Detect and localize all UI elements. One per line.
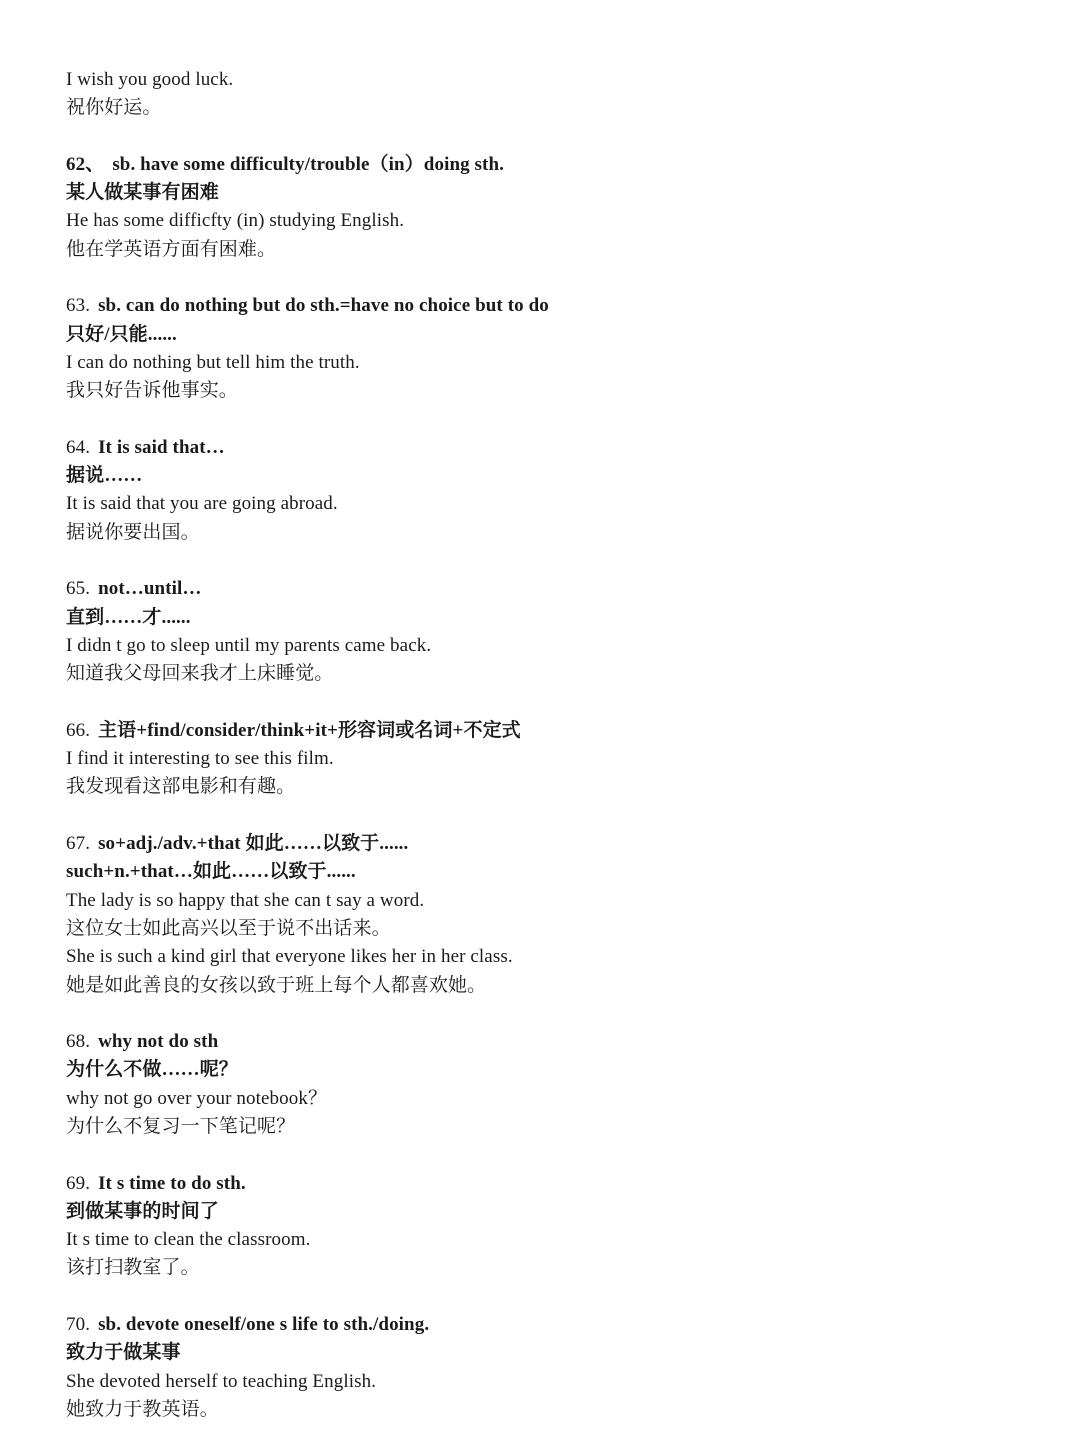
entry-phrase: so+adj./adv.+that 如此……以致于......	[98, 833, 409, 855]
entry-number: 62、	[66, 153, 105, 175]
phrase-entry	[66, 434, 1026, 547]
entry-heading	[66, 1170, 1026, 1198]
entry-number: 63.	[66, 295, 91, 317]
entry-heading	[66, 434, 1026, 462]
entry-phrase: 主语+find/consider/think+it+形容词或名词+不定式	[98, 719, 521, 741]
entry-meaning: 致力于做某事	[66, 1342, 181, 1364]
phrase-entry	[66, 1311, 1026, 1424]
entry-heading	[66, 1311, 1026, 1339]
entry-phrase: sb. devote oneself/one s life to sth./doing.	[98, 1314, 430, 1336]
example-translation: 为什么不复习一下笔记呢？	[66, 1115, 296, 1137]
example-translation: 祝你好运。	[66, 97, 162, 119]
phrase-entry	[66, 717, 1026, 802]
entry-phrase: sb. have some difficulty/trouble（in）doing sth.	[112, 153, 505, 175]
phrase-entry	[66, 1028, 1026, 1141]
example-translation: 该打扫教室了。	[66, 1257, 200, 1279]
entry-heading	[66, 717, 1026, 745]
entry-heading	[66, 575, 1026, 603]
example-sentence: He has some difficfty (in) studying English.	[66, 210, 405, 232]
example-sentence: She devoted herself to teaching English.	[66, 1370, 377, 1392]
phrase-entry	[66, 575, 1026, 688]
example-translation: 知道我父母回来我才上床睡觉。	[66, 663, 334, 685]
entry-number: 66.	[66, 719, 91, 741]
entry-meaning: such+n.+that…如此……以致于......	[66, 861, 356, 883]
entry-meaning: 直到……才......	[66, 606, 191, 628]
example-sentence: I find it interesting to see this film.	[66, 748, 334, 770]
example-sentence: She is such a kind girl that everyone likes her in her class.	[66, 946, 513, 968]
example-sentence: It is said that you are going abroad.	[66, 493, 338, 515]
entry-spacer	[66, 123, 1026, 151]
entry-phrase: It s time to do sth.	[98, 1172, 246, 1194]
entry-phrase: not…until…	[98, 578, 202, 600]
example-translation: 她致力于教英语。	[66, 1398, 219, 1420]
entry-phrase: sb. can do nothing but do sth.=have no choice but to do	[98, 295, 549, 317]
entry-spacer	[66, 802, 1026, 830]
example-sentence: I wish you good luck.	[66, 69, 234, 90]
example-translation: 他在学英语方面有困难。	[66, 238, 277, 260]
example-sentence: The lady is so happy that she can t say a word.	[66, 889, 425, 911]
entry-heading	[66, 1028, 1026, 1056]
entry-spacer	[66, 1141, 1026, 1169]
entry-number: 68.	[66, 1031, 91, 1053]
example-translation: 我发现看这部电影和有趣。	[66, 776, 296, 798]
entry-meaning: 某人做某事有困难	[66, 182, 219, 204]
entry-spacer	[66, 547, 1026, 575]
entry-meaning: 到做某事的时间了	[66, 1200, 219, 1222]
entry-spacer	[66, 264, 1026, 292]
entry-meaning: 只好/只能......	[66, 323, 177, 345]
phrase-entry	[66, 1170, 1026, 1283]
entry-heading	[66, 151, 1026, 179]
entry-phrase: why not do sth	[98, 1031, 219, 1053]
phrase-entry	[66, 830, 1026, 1000]
example-translation: 我只好告诉他事实。	[66, 380, 238, 402]
entry-number: 65.	[66, 578, 91, 600]
phrase-entry	[66, 151, 1026, 264]
entry-number: 64.	[66, 436, 91, 458]
phrase-entries	[66, 123, 1026, 1425]
entry-number: 70.	[66, 1314, 91, 1336]
example-translation: 据说你要出国。	[66, 521, 200, 543]
entry-number: 69.	[66, 1172, 91, 1194]
example-sentence: I didn t go to sleep until my parents came back.	[66, 634, 432, 656]
entry-spacer	[66, 1283, 1026, 1311]
example-translation: 她是如此善良的女孩以致于班上每个人都喜欢她。	[66, 974, 487, 996]
example-sentence: I can do nothing but tell him the truth.	[66, 351, 360, 373]
example-sentence: It s time to clean the classroom.	[66, 1229, 311, 1251]
document-page	[66, 66, 1026, 1424]
entry-phrase: It is said that…	[98, 436, 225, 458]
example-sentence: why not go over your notebook？	[66, 1087, 328, 1109]
entry-heading	[66, 830, 1026, 858]
phrase-entry	[66, 292, 1026, 405]
entry-number: 67.	[66, 833, 91, 855]
entry-heading	[66, 292, 1026, 320]
example-translation: 这位女士如此高兴以至于说不出话来。	[66, 917, 391, 939]
entry-spacer	[66, 1000, 1026, 1028]
entry-meaning: 据说……	[66, 465, 143, 487]
entry-spacer	[66, 689, 1026, 717]
entry-spacer	[66, 406, 1026, 434]
entry-meaning: 为什么不做……呢？	[66, 1059, 238, 1081]
